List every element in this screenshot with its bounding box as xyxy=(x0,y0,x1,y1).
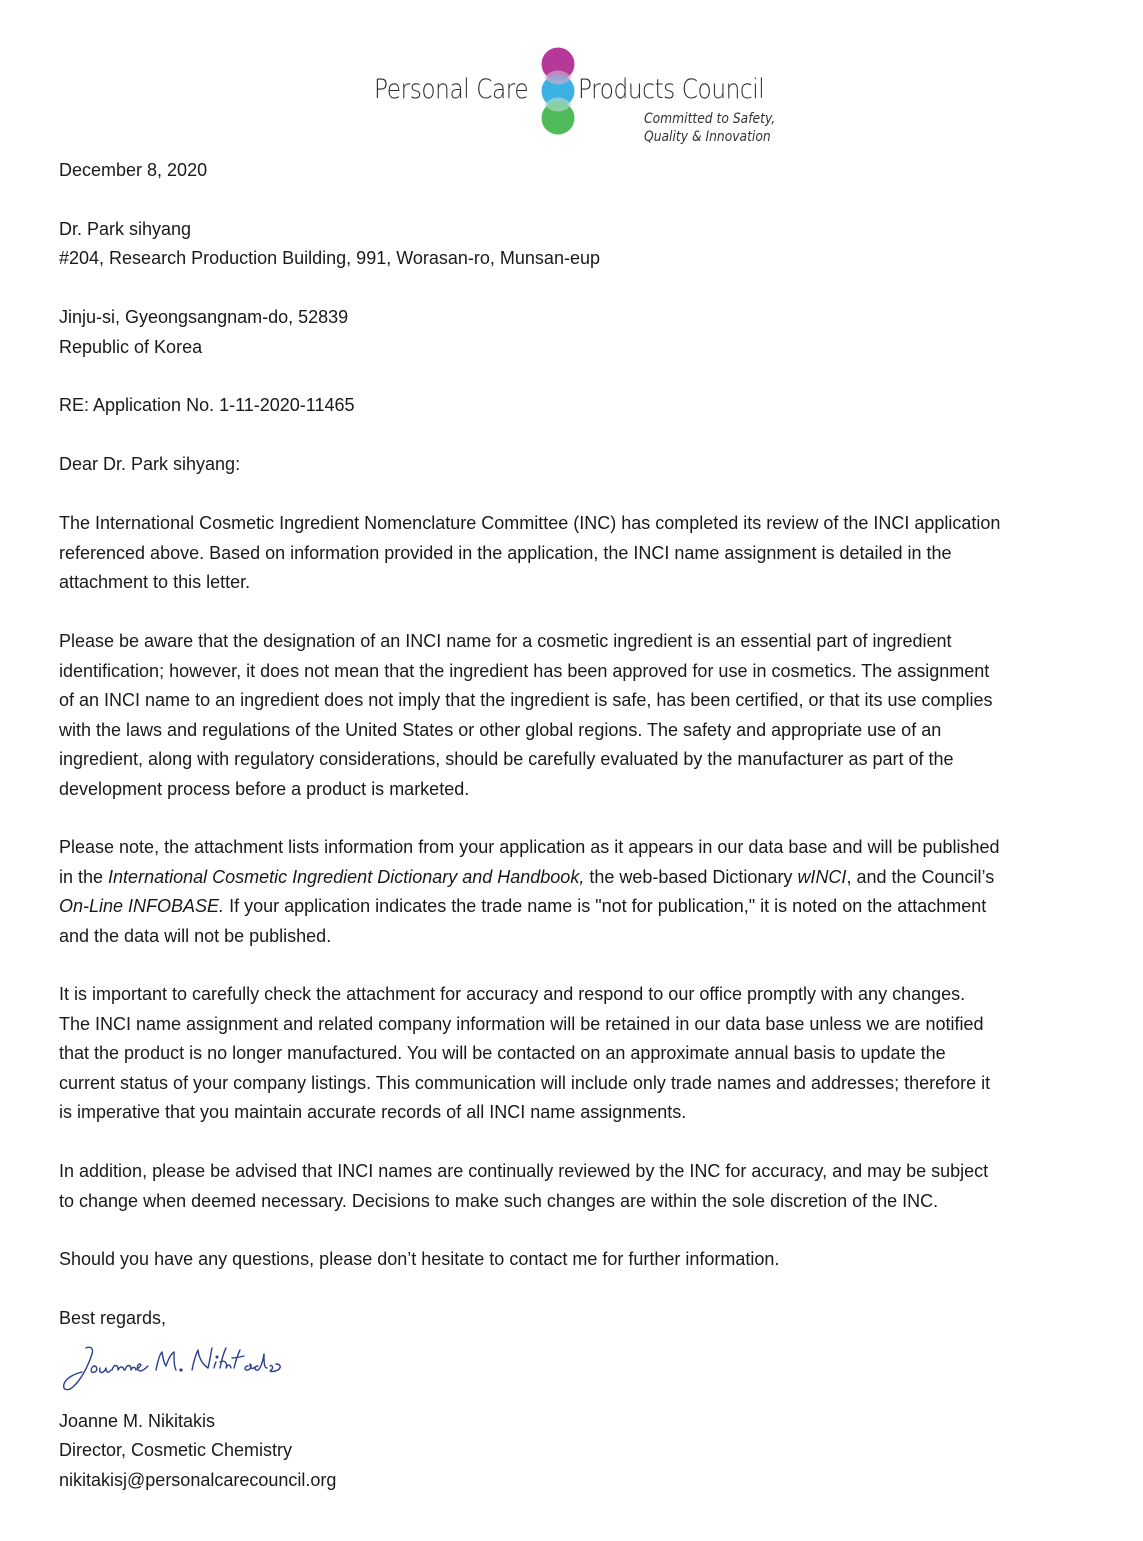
paragraph-line: current status of your company listings. This communication will include only trade names and addresses; therefore it xyxy=(59,1072,991,1093)
dictionary-title: International Cosmetic Ingredient Dictionary and Handbook, xyxy=(108,866,585,887)
paragraph-line: The INCI name assignment and related company information will be retained in our data base unless we are notified xyxy=(59,1013,984,1034)
tagline-line-1: Committed to Safety, xyxy=(644,111,776,127)
paragraph-2 xyxy=(59,627,1099,804)
paragraph-line xyxy=(59,863,1099,893)
infobase-name: On-Line INFOBASE. xyxy=(59,896,225,916)
paragraph-line: identification; however, it does not mean that the ingredient has been approved for use in cosmetics. The assignment xyxy=(59,660,990,681)
text-run: , and the Council’s xyxy=(846,866,995,887)
paragraph-line: The International Cosmetic Ingredient Nomenclature Committee (INC) has completed its review of the INCI application xyxy=(59,513,1001,533)
paragraph-1 xyxy=(59,509,1099,598)
paragraph-line: It is important to carefully check the attachment for accuracy and respond to our office promptly with any changes. xyxy=(59,984,966,1004)
signer-title: Director, Cosmetic Chemistry xyxy=(59,1440,293,1460)
paragraph-6: Should you have any questions, please don’t hesitate to contact me for further information. xyxy=(59,1249,780,1269)
paragraph-line: referenced above. Based on information provided in the application, the INCI name assignment is detailed in the xyxy=(59,542,952,563)
tagline xyxy=(644,110,775,146)
paragraph-line: development process before a product is marketed. xyxy=(59,778,470,799)
text-run: the web-based Dictionary xyxy=(584,866,798,887)
signer-email[interactable]: nikitakisj@personalcarecouncil.org xyxy=(59,1470,337,1490)
handwritten-signature xyxy=(60,1340,290,1395)
paragraph-line: ingredient, along with regulatory considerations, should be carefully evaluated by the manufacturer as part of the xyxy=(59,749,954,769)
recipient-address-2: Jinju-si, Gyeongsangnam-do, 52839 xyxy=(59,307,349,327)
logo-circles-icon xyxy=(538,46,578,138)
text-run: in the xyxy=(59,866,109,887)
paragraph-line: is imperative that you maintain accurate records of all INCI name assignments. xyxy=(59,1102,687,1122)
closing: Best regards, xyxy=(59,1308,167,1328)
recipient-name: Dr. Park sihyang xyxy=(59,219,192,239)
paragraph-line xyxy=(59,892,1099,922)
tagline-line-2: Quality & Innovation xyxy=(644,129,771,145)
paragraph-5 xyxy=(59,1157,1099,1216)
recipient-address-1: #204, Research Production Building, 991, Worasan-ro, Munsan-eup xyxy=(59,248,600,268)
salutation: Dear Dr. Park sihyang: xyxy=(59,454,241,474)
paragraph-line: In addition, please be advised that INCI names are continually reviewed by the INC for accuracy, and may be subject xyxy=(59,1161,989,1181)
org-name-right: Products Council xyxy=(578,74,765,105)
paragraph-line: Please be aware that the designation of an INCI name for a cosmetic ingredient is an essential part of ingredient xyxy=(59,631,952,651)
signer-name: Joanne M. Nikitakis xyxy=(59,1411,216,1431)
paragraph-line: that the product is no longer manufactured. You will be contacted on an approximate annual basis to update the xyxy=(59,1043,946,1063)
paragraph-line: with the laws and regulations of the United States or other global regions. The safety and appropriate use of an xyxy=(59,719,942,740)
recipient-country: Republic of Korea xyxy=(59,337,203,357)
reference-line: RE: Application No. 1-11-2020-11465 xyxy=(59,395,355,415)
paragraph-line: of an INCI name to an ingredient does not imply that the ingredient is safe, has been certified, or that its use complies xyxy=(59,690,993,710)
paragraph-3 xyxy=(59,833,1099,951)
winci-name: wINCI xyxy=(797,866,847,887)
paragraph-line: to change when deemed necessary. Decisions to make such changes are within the sole discretion of the INC. xyxy=(59,1190,939,1211)
paragraph-line: and the data will not be published. xyxy=(59,925,332,946)
paragraph-4 xyxy=(59,980,1099,1128)
letterhead-logo xyxy=(360,46,780,151)
text-run: If your application indicates the trade name is "not for publication," it is noted on the attachment xyxy=(224,896,987,916)
paragraph-line: attachment to this letter. xyxy=(59,572,251,592)
org-name-left: Personal Care xyxy=(374,74,529,105)
letter-date: December 8, 2020 xyxy=(59,160,208,180)
paragraph-line: Please note, the attachment lists information from your application as it appears in our data base and will be published xyxy=(59,837,1000,857)
